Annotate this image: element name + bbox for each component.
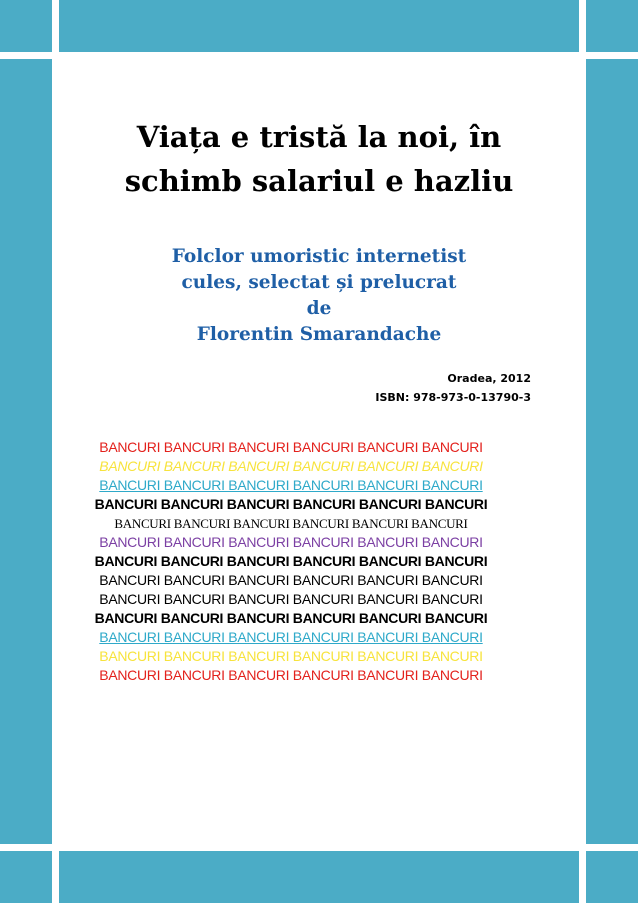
- bancuri-line-3: BANCURI BANCURI BANCURI BANCURI BANCURI BANCURI: [99, 477, 483, 493]
- border-bottom: [0, 851, 638, 903]
- title-line-1: Viața e tristă la noi, în: [136, 120, 502, 154]
- subtitle-line-1: Folclor umoristic internetist: [171, 246, 467, 267]
- bancuri-line-8: BANCURI BANCURI BANCURI BANCURI BANCURI BANCURI: [99, 572, 483, 588]
- book-title: [59, 115, 579, 203]
- bancuri-line-4: BANCURI BANCURI BANCURI BANCURI BANCURI BANCURI: [94, 496, 488, 512]
- border-top: [0, 0, 638, 52]
- bancuri-lines: [56, 438, 526, 685]
- subtitle-line-2: cules, selectat și prelucrat: [181, 272, 457, 293]
- isbn: ISBN: 978-973-0-13790-3: [375, 391, 531, 404]
- border-divider: [579, 0, 586, 903]
- subtitle-line-3: de: [306, 298, 332, 319]
- border-divider: [0, 844, 638, 851]
- border-divider: [0, 52, 638, 59]
- title-line-2: schimb salariul e hazliu: [124, 164, 514, 198]
- bancuri-line-11: BANCURI BANCURI BANCURI BANCURI BANCURI BANCURI: [99, 629, 483, 645]
- bancuri-line-7: BANCURI BANCURI BANCURI BANCURI BANCURI BANCURI: [94, 553, 488, 569]
- bancuri-line-12: BANCURI BANCURI BANCURI BANCURI BANCURI BANCURI: [99, 648, 483, 664]
- border-left: [0, 0, 52, 903]
- place-year: Oradea, 2012: [447, 372, 531, 385]
- bancuri-line-1: BANCURI BANCURI BANCURI BANCURI BANCURI BANCURI: [99, 439, 483, 455]
- bancuri-line-13: BANCURI BANCURI BANCURI BANCURI BANCURI BANCURI: [99, 667, 483, 683]
- author-name: Florentin Smarandache: [196, 324, 442, 345]
- border-right: [586, 0, 638, 903]
- bancuri-line-6: BANCURI BANCURI BANCURI BANCURI BANCURI BANCURI: [99, 534, 483, 550]
- bancuri-line-10: BANCURI BANCURI BANCURI BANCURI BANCURI BANCURI: [94, 610, 488, 626]
- publication-info: [239, 369, 531, 407]
- bancuri-line-5: BANCURI BANCURI BANCURI BANCURI BANCURI BANCURI: [114, 516, 468, 531]
- bancuri-line-2: BANCURI BANCURI BANCURI BANCURI BANCURI BANCURI: [99, 458, 483, 474]
- book-subtitle: [99, 244, 539, 348]
- bancuri-line-9: BANCURI BANCURI BANCURI BANCURI BANCURI BANCURI: [99, 591, 483, 607]
